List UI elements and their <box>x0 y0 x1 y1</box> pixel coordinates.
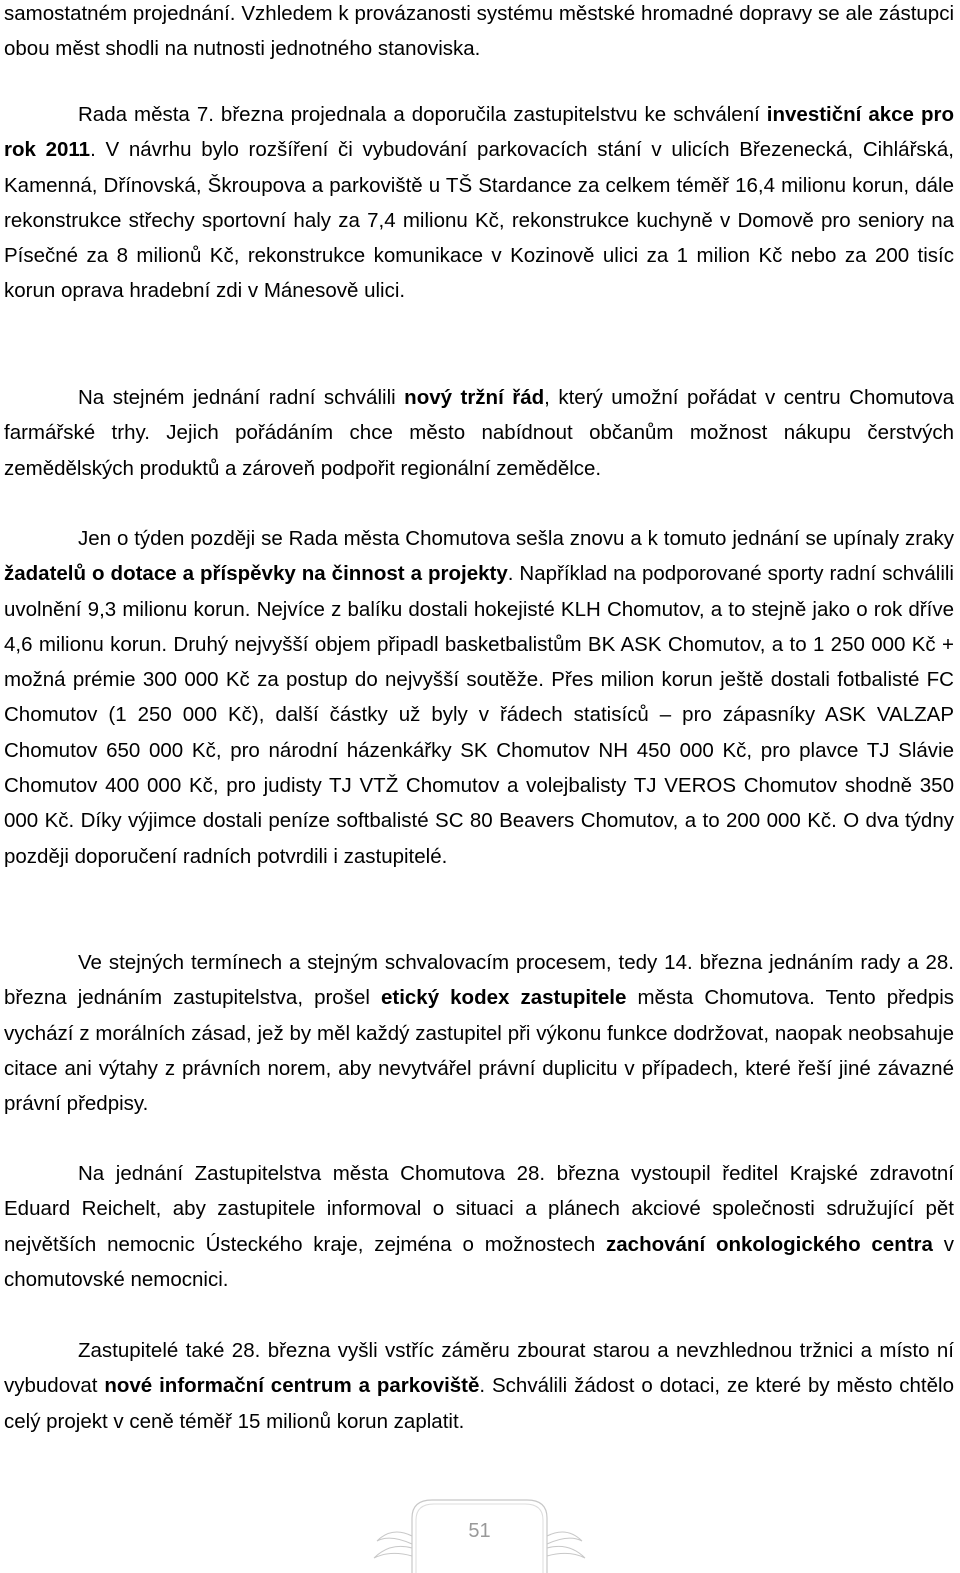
paragraph-text: . Schválili žádost o dotaci, ze které by město chtělo celý projekt v ceně téměř 15 milionů korun zaplatit. <box>4 1374 954 1433</box>
page-number: 51 <box>468 1520 491 1542</box>
paragraph-investment-actions <box>4 97 954 309</box>
bold-phrase: investiční akce pro rok 2011 <box>4 103 954 162</box>
bold-phrase: nový tržní řád <box>404 386 545 409</box>
bold-phrase: nové informační centrum a parkoviště <box>104 1374 480 1398</box>
page-footer <box>372 1496 587 1573</box>
paragraph-ethics-code <box>4 945 954 1121</box>
paragraph-text: v chomutovské nemocnici. <box>4 1232 954 1291</box>
paragraph-text: města Chomutova. Tento předpis vychází z morálních zásad, jež by měl každý zastupitel při výkonu funkce dodržovat, naopak neobsahuje citace ani výtahy z právních norem, aby nevytvářel právní duplicitu v případech, které řeší jiné závazné právní předpisy. <box>4 986 954 1116</box>
paragraph-text: Na jednání Zastupitelstva města Chomutova 28. března vystoupil ředitel Krajské zdravotní Eduard Reichelt, aby zastupitele informoval o situaci a plánech akciové společnosti sdružující pět největších nemocnic Ústeckého kraje, zejména o možnostech <box>4 1162 954 1256</box>
paragraph-text: , který umožní pořádat v centru Chomutova farmářské trhy. Jejich pořádáním chce město nabídnout občanům možnost nákupu čerstvých zemědělských produktů a zároveň podpořit regionální zemědělce. <box>4 386 955 480</box>
paragraph-info-center <box>4 1333 954 1439</box>
paragraph-text: . Například na podporované sporty radní schválili uvolnění 9,3 milionu korun. Nejvíce z balíku dostali hokejisté KLH Chomutov, a to stejně jako o rok dříve 4,6 milionu korun. Druhý nejvyšší objem připadl basketbalistům BK ASK Chomutov, a to 1 250 000 Kč + možná prémie 300 000 Kč za postup do nejvyšší soutěže. Přes milion korun ještě dostali fotbalisté FC Chomutov (1 250 000 Kč), další částky už byly v řádech statisíců – pro zápasníky ASK VALZAP Chomutov 650 000 Kč, pro národní házenkářky SK Chomutov NH 450 000 Kč, pro plavce TJ Slávie Chomutov 400 000 Kč, pro judisty TJ VTŽ Chomutov a volejbalisty TJ VEROS Chomutov shodně 350 000 Kč. Díky výjimce dostali peníze softbalisté SC 80 Beavers Chomutov, a to 200 000 Kč. O dva týdny později doporučení radních potvrdili i zastupitelé. <box>4 562 954 868</box>
paragraph-text: . V návrhu bylo rozšíření či vybudování parkovacích stání v ulicích Březenecká, Cihlářská, Kamenná, Dřínovská, Škroupova a parkoviště u TŠ Stardance za celkem téměř 16,4 milionu korun, dále rekonstrukce střechy sportovní haly za 7,4 milionu Kč, rekonstrukce kuchyně v Domově pro seniory na Písečné za 8 milionů Kč, rekonstrukce komunikace v Kozinově ulici za 1 milion Kč nebo za 200 tisíc korun oprava hradební zdi v Mánesově ulici. <box>4 138 954 303</box>
paragraph-text: samostatném projednání. Vzhledem k provázanosti systému městské hromadné dopravy se ale zástupci obou měst shodli na nutnosti jednotného stanoviska. <box>4 2 954 61</box>
bold-phrase: žadatelů o dotace a příspěvky na činnost a projekty <box>4 562 508 586</box>
paragraph-grants <box>4 521 954 874</box>
bold-phrase: etický kodex zastupitele <box>380 986 627 1010</box>
paragraph-hospital <box>4 1156 954 1297</box>
paragraph-text: Jen o týden později se Rada města Chomutova sešla znovu a k tomuto jednání se upínaly zraky <box>78 527 954 550</box>
paragraph-text: Rada města 7. března projednala a doporučila zastupitelstvu ke schválení <box>78 103 767 126</box>
paragraph-market-rules <box>4 380 954 486</box>
paragraph-text: Zastupitelé také 28. března vyšli vstříc záměru zbourat starou a nevzhlednou tržnici a místo ní vybudovat <box>4 1339 954 1398</box>
paragraph-continuation <box>4 0 954 67</box>
bold-phrase: zachování onkologického centra <box>606 1232 933 1256</box>
paragraph-text: Na stejném jednání radní schválili <box>78 386 405 409</box>
paragraph-text: Ve stejných termínech a stejným schvalovacím procesem, tedy 14. března jednáním rady a 28. března jednáním zastupitelstva, prošel <box>4 951 954 1010</box>
